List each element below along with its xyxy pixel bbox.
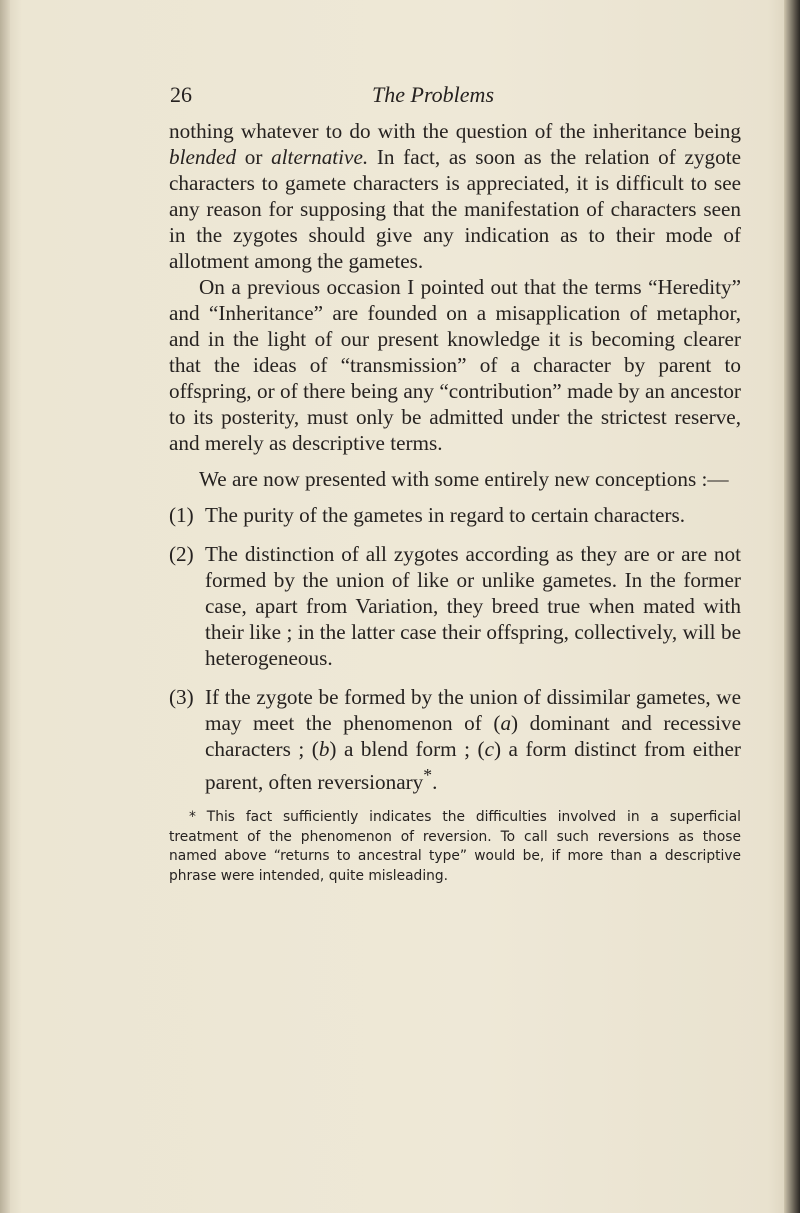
list-number: (1) [169, 503, 194, 527]
emphasis-blended: blended [169, 145, 237, 169]
emphasis-alternative: alternative. [271, 145, 369, 169]
list-number: (3) [169, 685, 194, 709]
page-gutter-shadow [0, 0, 10, 1213]
footnote-ref: * [423, 765, 433, 785]
list-item: (1) The purity of the gametes in regard to certain characters. [169, 503, 686, 527]
body-text [169, 118, 741, 886]
page-number: 26 [170, 82, 192, 107]
numbered-list [169, 502, 741, 795]
list-item: (2) The distinction of all zygotes according as they are or are not formed by the union of like or unlike gametes. In the former case, apart from Variation, they breed true when mated with their like ; in the latter case their offspring, collectively, will be heterogeneous. [169, 542, 741, 670]
list-number: (2) [169, 542, 194, 566]
footnote: * This fact sufficiently indicates the difficulties involved in a superficial treatment of the phenomenon of reversion. To call such reversions as those named above “returns to ancestral type” would be, if more than a descriptive phrase were intended, quite misleading. [169, 809, 741, 884]
paragraph-3: We are now presented with some entirely new conceptions :— [199, 467, 729, 491]
paragraph-2: On a previous occasion I pointed out that the terms “Heredity” and “Inheritance” are founded on a misapplication of metaphor, and in the light of our present knowledge it is becoming clearer that the ideas of “transmission” of a character by parent to offspring, or of there being any “contribution” made by an ancestor to its posterity, must only be admitted under the strictest reserve, and merely as descriptive terms. [169, 275, 741, 455]
page-edge-shadow [784, 0, 800, 1213]
page-header [170, 82, 590, 112]
paragraph-1: nothing whatever to do with the question of the inheritance being blended or alternative. In fact, as soon as the relation of zygote characters to gamete characters is appreciated, it is difficult to see any reason for supposing that the manifestation of characters seen in the zygotes should give any indication as to their mode of allotment among the gametes. [169, 119, 741, 273]
list-item: (3) If the zygote be formed by the union of dissimilar gametes, we may meet the phenomenon of (a) dominant and recessive characters ; (b) a blend form ; (c) a form distinct from either parent, often reversionary*. [169, 685, 741, 795]
footnote-marker: * [189, 809, 196, 826]
running-head: The Problems [372, 82, 495, 107]
